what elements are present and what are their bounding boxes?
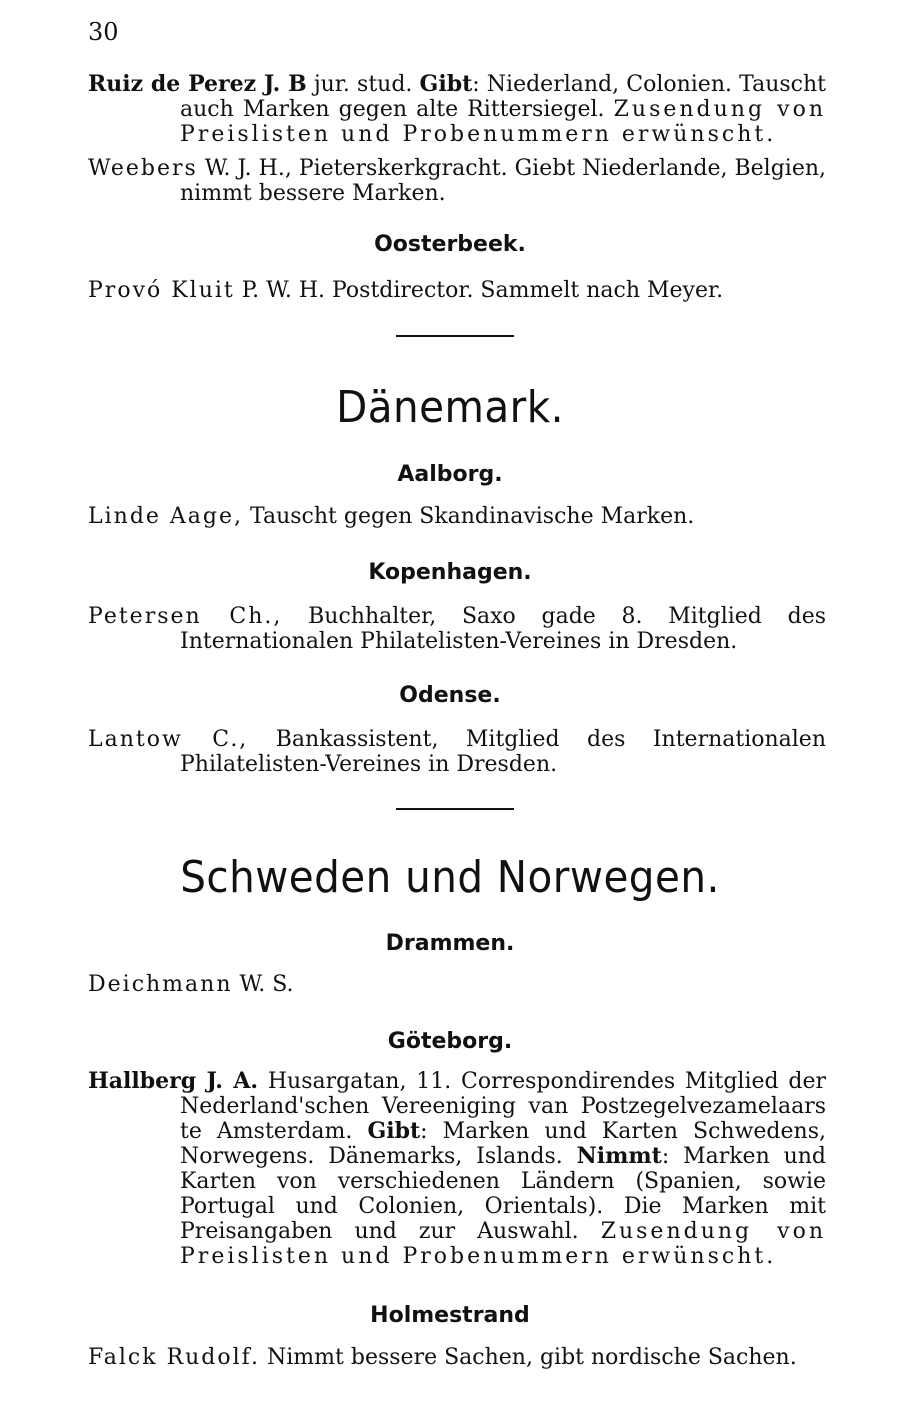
entry-name: Weebers: [88, 156, 198, 181]
entry-name: Falck Rudolf.: [88, 1345, 261, 1370]
entry-name: Ruiz de Perez J. B: [88, 71, 307, 97]
entry-text: : Marken und Karten Schwedens, Norwegens. Dänemarks, Islands.: [180, 1119, 826, 1169]
entry-text: Nimmt bessere Sachen, gibt nordische Sachen.: [260, 1345, 797, 1370]
entry-lantow: [88, 727, 826, 777]
page-number: 30: [88, 18, 119, 46]
entry-ruiz-de-perez: [88, 72, 826, 147]
entry-text: W. S.: [232, 972, 294, 997]
city-heading-odense: Odense.: [399, 683, 501, 708]
city-heading-drammen: Drammen.: [385, 931, 515, 956]
entry-text: : Niederland, Colonien. Tauscht auch Marken gegen alte Rittersiegel.: [180, 72, 826, 122]
section-divider: [396, 808, 514, 810]
nimmt-label: Nimmt: [576, 1143, 662, 1169]
entry-text: Husargatan, 11. Correspondirendes Mitglied der Nederland'schen Vereeniging van Postzegelvezamelaars te Amsterdam.: [180, 1069, 826, 1144]
city-heading-holmestrand: Holmestrand: [370, 1303, 530, 1328]
entry-falck: [88, 1345, 826, 1370]
entry-name: Deichmann: [88, 972, 233, 997]
entry-text: W. J. H., Pieterskerkgracht. Giebt Niederlande, Belgien, nimmt bessere Marken.: [180, 156, 826, 206]
city-heading-oosterbeek: Oosterbeek.: [374, 232, 526, 257]
country-heading-daenemark: Dänemark.: [336, 382, 564, 433]
entry-text: Buchhalter, Saxo gade 8. Mitglied des Internationalen Philatelisten-Vereines in Dresden.: [180, 604, 827, 654]
city-heading-goeteborg: Göteborg.: [387, 1029, 513, 1054]
entry-spaced-text: Zusendung von Preislisten und Probenummern erwünscht.: [180, 97, 826, 147]
entry-name: Petersen Ch.,: [88, 604, 283, 629]
gibt-label: Gibt: [419, 71, 473, 97]
entry-text: Bankassistent, Mitglied des Internationalen Philatelisten-Vereines in Dresden.: [180, 727, 826, 777]
city-heading-kopenhagen: Kopenhagen.: [368, 560, 532, 585]
entry-text: P. W. H. Postdirector. Sammelt nach Meyer.: [234, 278, 724, 303]
country-heading-schweden-norwegen: Schweden und Norwegen.: [180, 852, 720, 903]
entry-text: Tauscht gegen Skandinavische Marken.: [243, 504, 695, 529]
entry-name: Provó Kluit: [88, 278, 235, 303]
entry-weebers: [88, 156, 826, 206]
entry-name: Linde Aage,: [88, 504, 244, 529]
entry-text: jur. stud.: [306, 72, 420, 97]
section-divider: [396, 335, 514, 337]
entry-hallberg: [88, 1069, 826, 1269]
entry-spaced-text: Zusendung von Preislisten und Probenummern erwünscht.: [180, 1219, 826, 1269]
entry-name: Lantow C.,: [88, 727, 249, 752]
entry-text: : Marken und Karten von verschiedenen Ländern (Spanien, sowie Portugal und Colonien, Orientals). Die Marken mit Preisangaben und zur Auswahl.: [180, 1144, 827, 1244]
entry-deichmann: [88, 972, 826, 997]
city-heading-aalborg: Aalborg.: [397, 462, 503, 487]
entry-linde-aage: [88, 504, 826, 529]
entry-provo-kluit: [88, 278, 826, 303]
entry-petersen: [88, 604, 826, 654]
entry-name: Hallberg J. A.: [88, 1068, 259, 1094]
gibt-label: Gibt: [367, 1118, 421, 1144]
